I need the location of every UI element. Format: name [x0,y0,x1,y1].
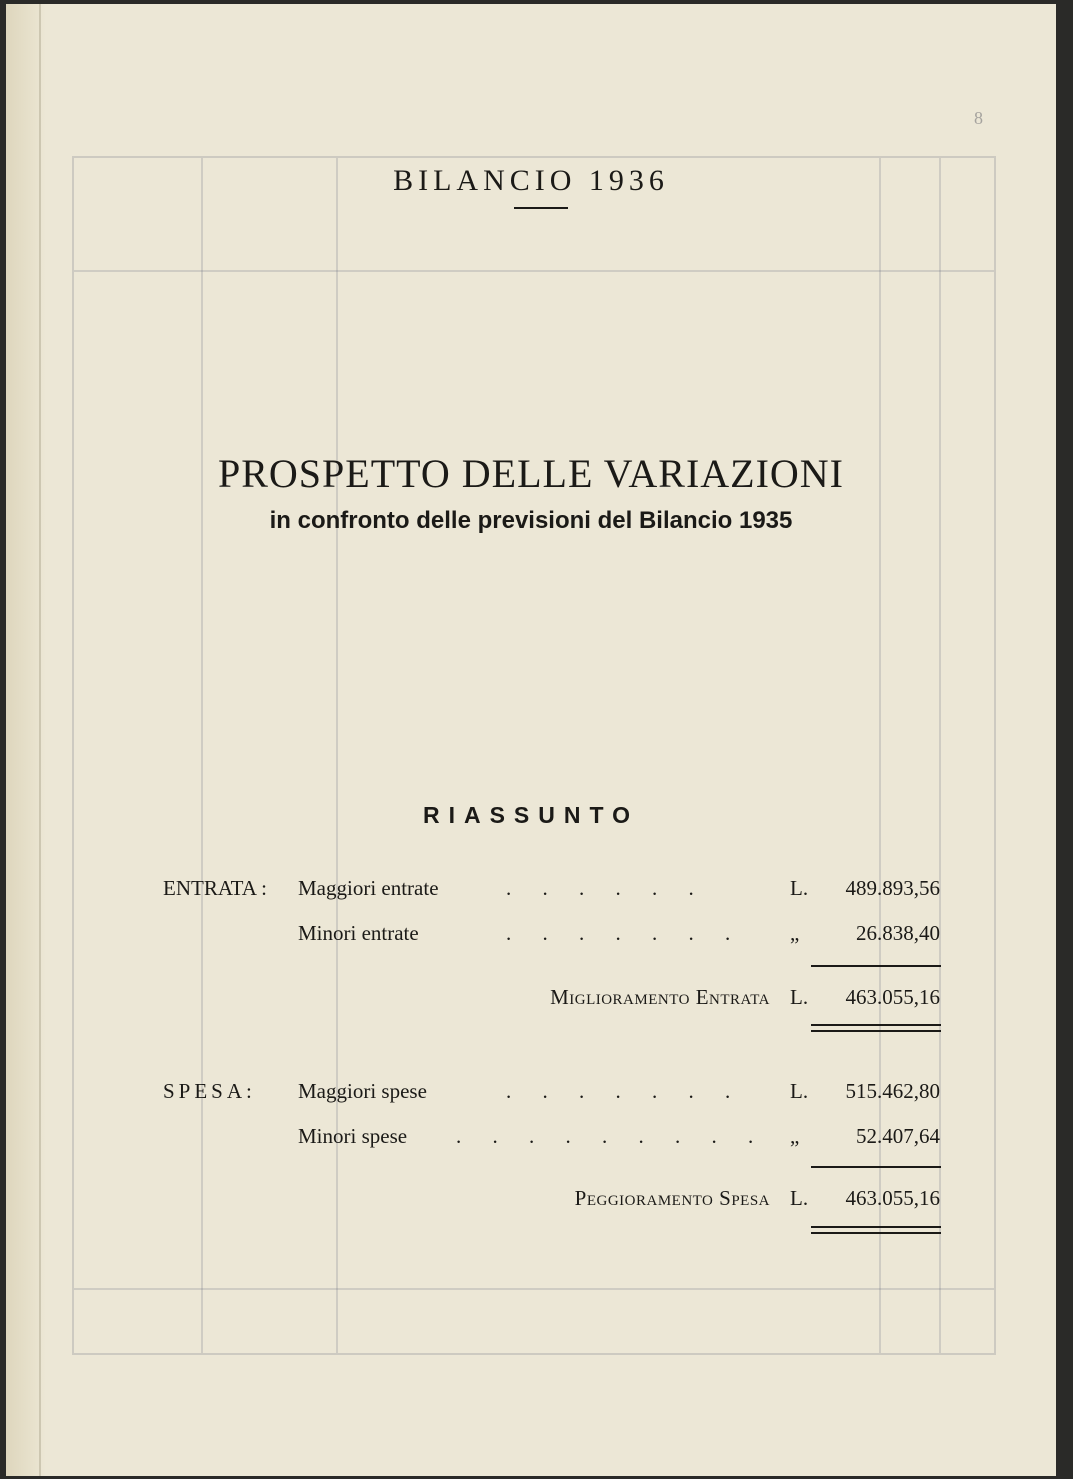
entrata-total-row [6,985,1056,1015]
fold-line [39,4,41,1476]
row-description: Maggiori entrate [298,876,439,900]
row-amount: 515.462,80 [845,1079,940,1103]
subtotal-rule [811,965,941,967]
leader-dots: . . . . . . . . . [456,1124,767,1148]
row-description: Minori entrate [298,921,419,945]
page-title: PROSPETTO DELLE VARIAZIONI [217,451,845,496]
total-double-rule-bottom [811,1232,941,1234]
spesa-total-row [6,1186,1056,1216]
entrata-row-maggiori [6,876,1056,906]
show-through-page-number: 8 [974,108,983,128]
row-amount: 52.407,64 [856,1124,940,1148]
total-double-rule-bottom [811,1030,941,1032]
total-amount: 463.055,16 [845,1186,940,1210]
row-description: Maggiori spese [298,1079,427,1103]
total-double-rule-top [811,1226,941,1228]
year-underline [514,207,568,209]
total-label: Miglioramento Entrata [550,985,770,1009]
year-heading: BILANCIO 1936 [393,164,669,197]
leader-dots: . . . . . . . [506,921,744,945]
entrata-label: ENTRATA : [163,876,267,900]
currency-mark: „ [790,921,800,945]
spesa-row-maggiori [6,1079,1056,1109]
row-description: Minori spese [298,1124,408,1148]
summary-heading: RIASSUNTO [422,802,640,828]
entrata-row-minori [6,921,1056,951]
row-amount: 26.838,40 [856,921,940,945]
row-amount: 489.893,56 [845,876,940,900]
page-subtitle: in confronto delle previsioni del Bilancio 1935 [269,507,793,534]
leader-dots: . . . . . . [506,876,707,900]
spesa-label: SPESA: [163,1079,256,1103]
currency-mark: L. [790,876,809,900]
total-amount: 463.055,16 [845,985,940,1009]
subtotal-rule [811,1166,941,1168]
show-through-table [72,156,996,1355]
currency-mark: L. [790,1186,809,1210]
document-page [6,4,1056,1476]
total-double-rule-top [811,1024,941,1026]
currency-mark: L. [790,1079,809,1103]
spesa-row-minori [6,1124,1056,1154]
currency-mark: „ [790,1124,800,1148]
total-label: Peggioramento Spesa [574,1186,770,1210]
leader-dots: . . . . . . . [506,1079,744,1103]
currency-mark: L. [790,985,809,1009]
